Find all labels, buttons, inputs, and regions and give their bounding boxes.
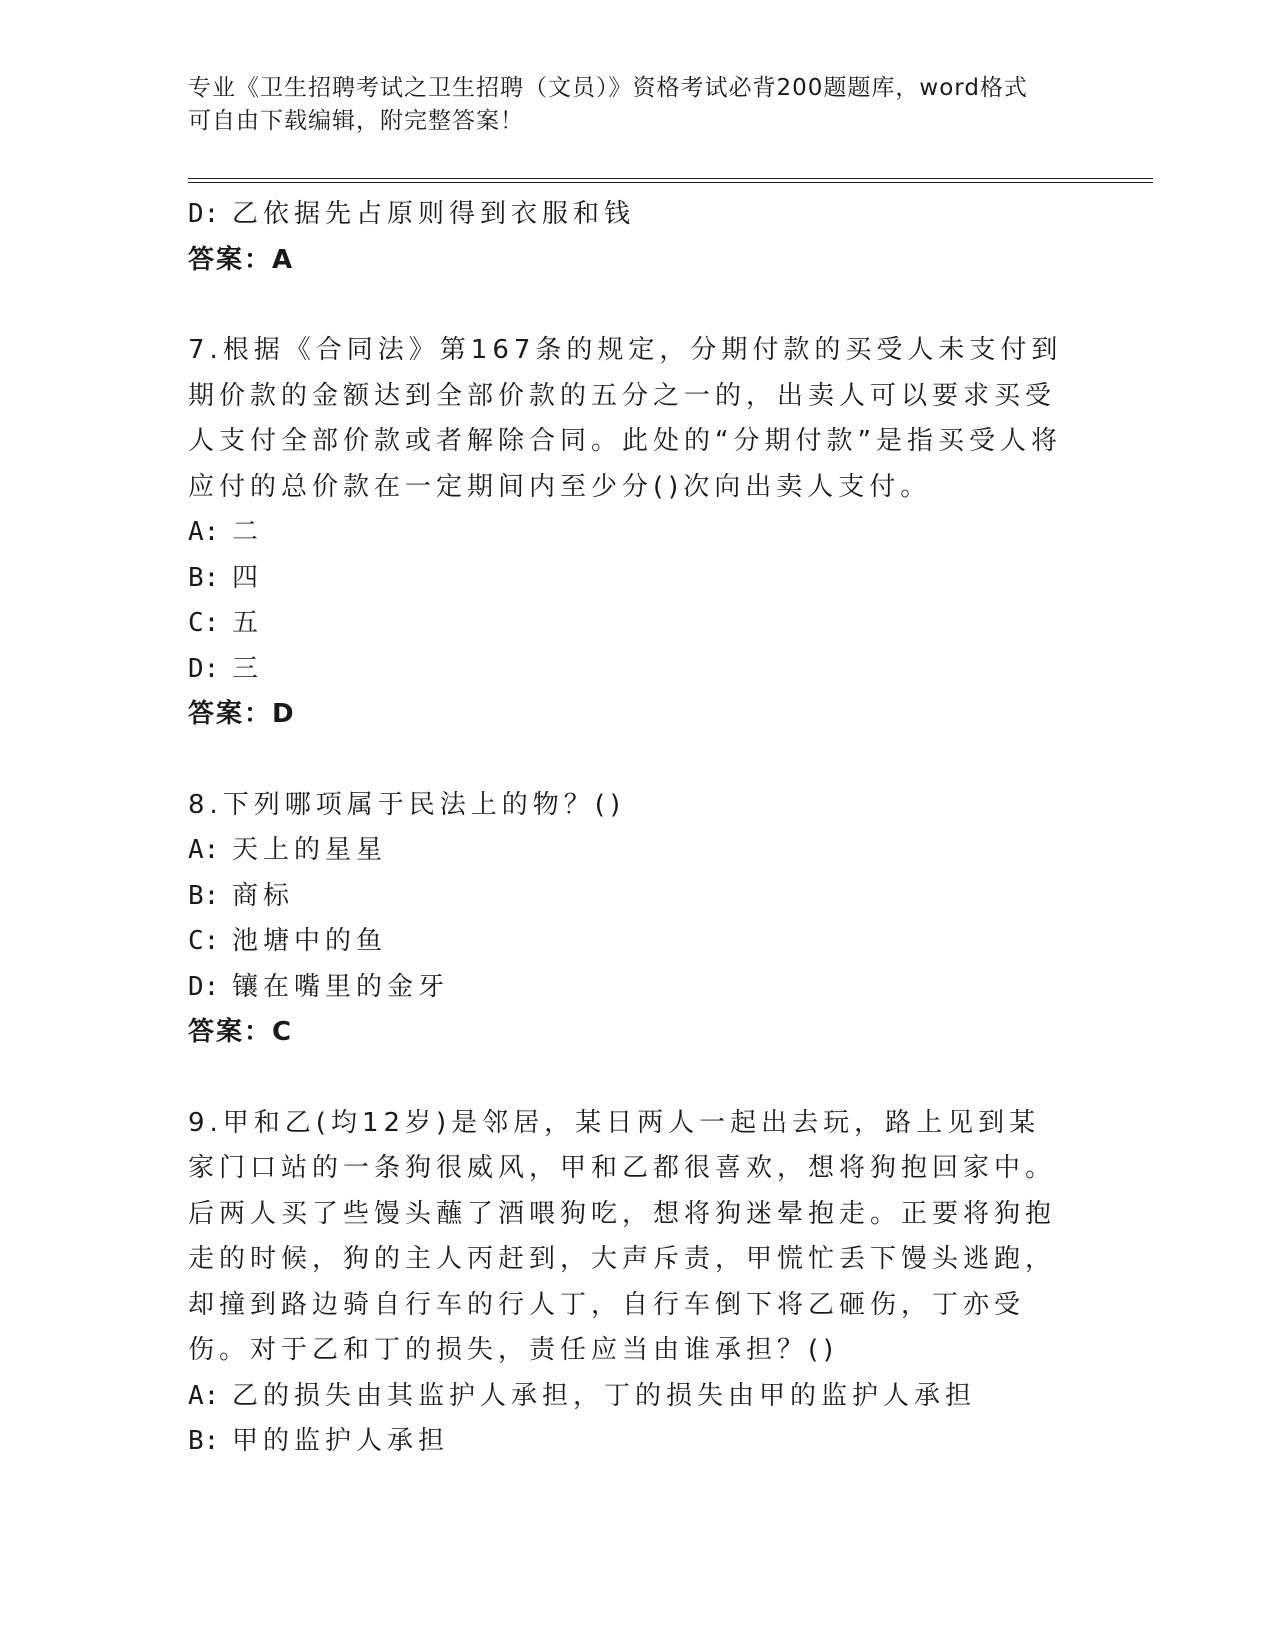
- question-stem: 8.下列哪项属于民法上的物？(): [188, 789, 626, 820]
- option-letter: A:: [188, 1380, 220, 1411]
- question-block-9: [188, 1101, 1068, 1465]
- option-letter: D:: [188, 653, 220, 684]
- option-letter: C:: [188, 926, 220, 956]
- option-b: [188, 1419, 1068, 1465]
- question-block-7: [188, 328, 1068, 738]
- option-letter: A:: [188, 835, 220, 865]
- option-text: 商标: [232, 880, 295, 911]
- option-letter: B:: [188, 880, 220, 911]
- option-d: [188, 965, 1068, 1011]
- option-letter: A:: [188, 517, 220, 547]
- option-text: 五: [232, 608, 264, 638]
- option-text: 二: [232, 517, 264, 547]
- option-a: [188, 828, 1068, 874]
- option-text: 乙的损失由其监护人承担，丁的损失由甲的监护人承担: [232, 1380, 977, 1411]
- option-text: 甲的监护人承担: [232, 1426, 450, 1456]
- option-b: [188, 556, 1068, 602]
- option-c: [188, 919, 1068, 965]
- option-text: 四: [232, 562, 264, 593]
- option-letter: D:: [188, 199, 220, 229]
- option-a: [188, 1374, 1068, 1420]
- header-rule-top: [188, 178, 1153, 179]
- option-d: [188, 647, 1068, 693]
- option-text: 天上的星星: [232, 835, 388, 865]
- option-text: 乙依据先占原则得到衣服和钱: [232, 199, 636, 229]
- answer-line: 答案：A: [188, 244, 295, 275]
- option-text: 三: [232, 653, 264, 684]
- question-stem: 7.根据《合同法》第167条的规定，分期付款的买受人未支付到期价款的金额达到全部价款的五分之一的，出卖人可以要求买受人支付全部价款或者解除合同。此处的“分期付款”是指买受人将应付的总价款在一定期间内至少分()次向出卖人支付。: [188, 335, 1063, 502]
- option-letter: B:: [188, 1426, 220, 1456]
- option-c: [188, 601, 1068, 647]
- option-b: [188, 874, 1068, 920]
- document-body: [188, 192, 1068, 1465]
- option-text: 镶在嘴里的金牙: [232, 971, 450, 1002]
- question-stem: 9.甲和乙(均12岁)是邻居，某日两人一起出去玩，路上见到某家门口站的一条狗很威风，甲和乙都很喜欢，想将狗抱回家中。后两人买了些馒头蘸了酒喂狗吃，想将狗迷晕抱走。正要将狗抱走的时候，狗的主人丙赶到，大声斥责，甲慌忙丢下馒头逃跑，却撞到路边骑自行车的行人丁，自行车倒下将乙砸伤，丁亦受伤。对于乙和丁的损失，责任应当由谁承担？(): [188, 1107, 1057, 1365]
- option-text: 池塘中的鱼: [232, 926, 388, 956]
- option-letter: B:: [188, 562, 220, 593]
- option-d: [188, 192, 1068, 238]
- header-rule-bottom: [188, 182, 1153, 183]
- page-header: 专业《卫生招聘考试之卫生招聘（文员）》资格考试必背200题题库，word格式 可自由下载编辑，附完整答案！: [188, 75, 1028, 134]
- answer-line: 答案：D: [188, 699, 296, 729]
- answer-line: 答案：C: [188, 1017, 294, 1047]
- option-letter: C:: [188, 608, 220, 638]
- question-block-8: [188, 783, 1068, 1056]
- option-a: [188, 510, 1068, 556]
- option-letter: D:: [188, 971, 220, 1002]
